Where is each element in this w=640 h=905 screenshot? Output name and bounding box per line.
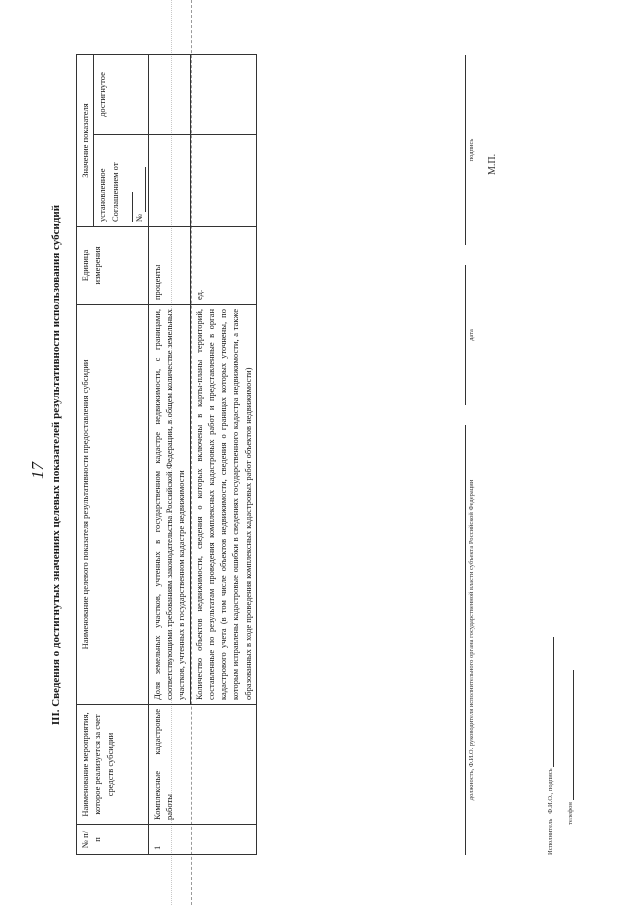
row-indicator-1: Доля земельных участков, учтенных в государственном кадастре недвижимости, с границами, соответствующими требованиям законодательства Российской Федерации, в общем количестве земельных участков, учтенных в государственном кадастре недвижимости [148, 305, 190, 705]
rotated-sheet [20, 25, 620, 885]
established-date-blank [124, 192, 133, 222]
date-label: дата [468, 329, 475, 341]
header-indicator: Наименование целевого показателя результативности предоставления субсидии [77, 305, 149, 705]
row-established-1 [148, 135, 190, 227]
row-unit-1: проценты [148, 227, 190, 305]
position-label: должность, Ф.И.О. руководителя исполнительного органа государственной власти субъекта Российской Федерации [468, 479, 475, 801]
row-measure: Комплексные кадастровые работы [148, 705, 257, 825]
row-indicator-2: Количество объектов недвижимости, сведения о которых включены в карты-планы территорий, составленные по результатам проведения комплексных кадастровых работ и представленные в орган кадастрового учета (в том числе объектов недвижимости, сведения о границах которых уточнены, по которым исправлены кадастровые ошибки в сведениях государственного кадастра недвижимости, а также образованных в ходе проведения комплексных кадастровых работ объектов недвижимости) [190, 305, 257, 705]
row-achieved-1 [148, 55, 190, 135]
sign-label: подпись [468, 138, 475, 162]
executor-label: Исполнитель [547, 818, 554, 855]
row-achieved-2 [190, 55, 257, 135]
executor-block [545, 637, 554, 855]
date-line [465, 265, 466, 405]
header-num: № п/п [77, 825, 149, 855]
page-number: 17 [28, 462, 47, 479]
executor-fio: Ф.И.О., подпись [547, 768, 554, 814]
header-measure: Наименование мероприятия, которое реализуется за счет средств субсидии [77, 705, 149, 825]
row-unit-2: ед. [190, 227, 257, 305]
section-title: III. Сведения о достигнутых значениях целевых показателей результативности использования субсидий [50, 204, 62, 726]
row-established-2 [190, 135, 257, 227]
row-num: 1 [148, 825, 257, 855]
header-established-label: установленное Соглашением от [97, 162, 120, 222]
stamp-label: М.П. [487, 153, 498, 175]
executor-phone: телефон [567, 802, 574, 825]
table-row [148, 55, 190, 855]
executor-phone-blank [565, 671, 574, 801]
header-value-group: Значение показателя [77, 55, 94, 227]
header-unit: Единица измерения [77, 227, 149, 305]
established-number-blank [137, 167, 146, 212]
sign-line [465, 55, 466, 245]
header-established [94, 135, 148, 227]
position-line [465, 425, 466, 855]
table-header-row-1 [77, 55, 94, 855]
header-achieved: достигнутое [94, 55, 148, 135]
executor-phone-block [565, 671, 574, 826]
indicators-table [76, 54, 257, 855]
executor-fio-blank [545, 637, 554, 767]
header-established-no: № [134, 213, 145, 222]
